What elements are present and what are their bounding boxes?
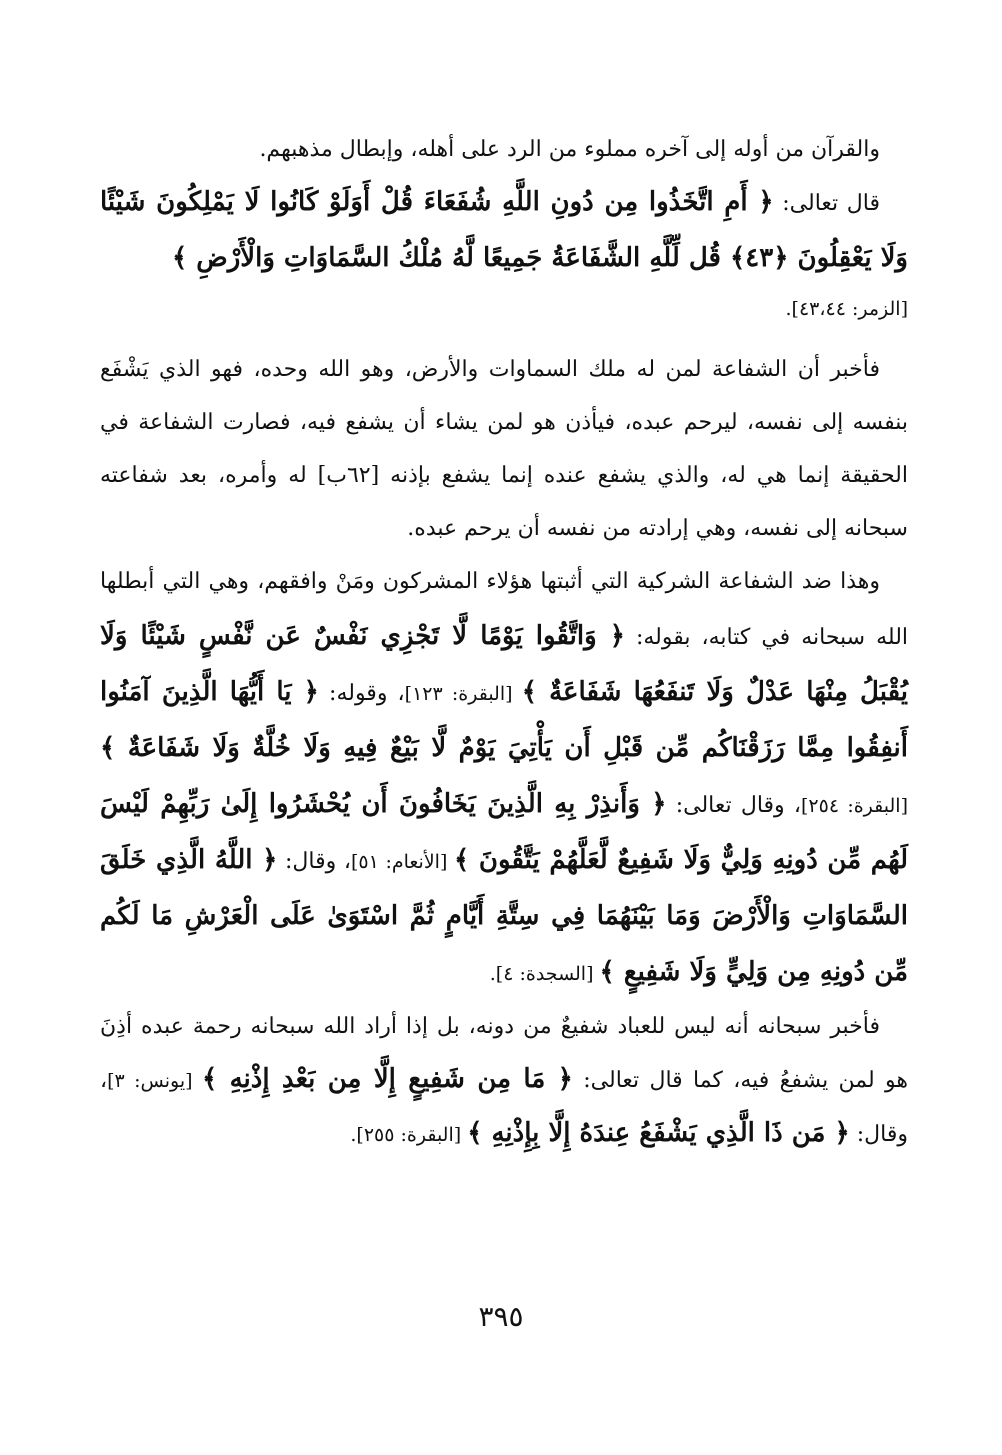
quran-verse-sajdah-4: ﴿ اللَّهُ الَّذِي خَلَقَ السَّمَاوَاتِ وَالْأَرْضَ وَمَا بَيْنَهُمَا فِي سِتَّةِ أَيَّامٍ ثُمَّ اسْتَوَىٰ عَلَى الْعَرْشِ مَا لَكُم مِّن دُونِهِ مِن وَلِيٍّ وَلَا شَفِيعٍ ﴾ (100, 845, 908, 987)
no-intercessor-text-2: ، وقال: (100, 1068, 908, 1147)
shirk-text-1: وهذا ضد الشفاعة الشركية التي أثبتها هؤلاء المشركون ومَنْ وافقهم، وهي التي أبطلها الله سبحانه في كتابه، بقوله: (100, 569, 909, 650)
paragraph-no-intercessor (100, 1001, 908, 1161)
shirk-text-2: ، وقوله: (318, 681, 405, 706)
quran-verse-baqarah-254: ﴿ يَا أَيُّهَا الَّذِينَ آمَنُوا أَنفِقُوا مِمَّا رَزَقْنَاكُم مِّن قَبْلِ أَن يَأْتِيَ يَوْمٌ لَّا بَيْعٌ فِيهِ وَلَا خُلَّةٌ وَلَا شَفَاعَةٌ ﴾ (100, 677, 908, 763)
quran-verse-yunus-3: ﴿ مَا مِن شَفِيعٍ إِلَّا مِن بَعْدِ إِذْنِهِ ﴾ (201, 1064, 573, 1094)
page-body (100, 125, 908, 1161)
shirk-text-3: ، وقال تعالى: (666, 793, 801, 818)
paragraph-zumar (100, 175, 908, 287)
citation-zumar-text: [الزمر: ٤٣،٤٤]. (785, 298, 908, 320)
quran-verse-anam-51: ﴿ وَأَنذِرْ بِهِ الَّذِينَ يَخَافُونَ أَن يُحْشَرُوا إِلَىٰ رَبِّهِمْ لَيْسَ لَهُم مِّن دُونِهِ وَلِيٌّ وَلَا شَفِيعٌ لَّعَلَّهُمْ يَتَّقُونَ ﴾ (100, 789, 909, 875)
shirk-text-4: ، وقال: (277, 849, 351, 874)
citation-zumar (100, 287, 908, 331)
citation-anam-51: [الأنعام: ٥١] (350, 851, 455, 873)
citation-baqarah-123: [البقرة: ١٢٣] (404, 683, 522, 705)
paragraph-intercession-explanation (100, 343, 908, 555)
citation-baqarah-254: [البقرة: ٢٥٤] (801, 795, 908, 817)
quran-verse-baqarah-255: ﴿ مَن ذَا الَّذِي يَشْفَعُ عِندَهُ إِلَّا بِإِذْنِهِ ﴾ (467, 1118, 850, 1148)
quran-verse-zumar: ﴿ أَمِ اتَّخَذُوا مِن دُونِ اللَّهِ شُفَعَاءَ قُلْ أَوَلَوْ كَانُوا لَا يَمْلِكُونَ شَيْئًا وَلَا يَعْقِلُونَ ﴿٤٣﴾ قُل لِّلَّهِ الشَّفَاعَةُ جَمِيعًا لَّهُ مُلْكُ السَّمَاوَاتِ وَالْأَرْضِ ﴾ (100, 187, 908, 273)
paragraph-shirk-intercession (100, 555, 908, 1001)
intro-text: والقرآن من أوله إلى آخره مملوء من الرد على أهله، وإبطال مذهبهم. (259, 137, 880, 162)
citation-sajdah-4: [السجدة: ٤]. (489, 963, 600, 985)
page-number: ٣٩٥ (478, 1300, 524, 1333)
explanation-text: فأخبر أن الشفاعة لمن له ملك السماوات والأرض، وهو الله وحده، فهو الذي يَشْفَع بنفسه إلى نفسه، ليرحم عبده، فيأذن هو لمن يشاء أن يشفع فيه، فصارت الشفاعة في الحقيقة إنما هي له، والذي يشفع عنده إنما يشفع بإذنه [٦٢ب] له وأمره، بعد شفاعته سبحانه إلى نفسه، وهي إرادته من نفسه أن يرحم عبده. (100, 357, 908, 541)
no-intercessor-text-1: فأخبر سبحانه أنه ليس للعباد شفيعٌ من دونه، بل إذا أراد الله سبحانه رحمة عبده أذِنَ هو لمن يشفعُ فيه، كما قال تعالى: (100, 1014, 908, 1093)
citation-yunus-3: [يونس: ٣] (107, 1070, 202, 1092)
citation-baqarah-255: [البقرة: ٢٥٥]. (350, 1124, 468, 1146)
quran-verse-baqarah-123: ﴿ وَاتَّقُوا يَوْمًا لَّا تَجْزِي نَفْسٌ عَن نَّفْسٍ شَيْئًا وَلَا يُقْبَلُ مِنْهَا عَدْلٌ وَلَا تَنفَعُهَا شَفَاعَةٌ ﴾ (100, 621, 908, 707)
zumar-intro-text: قال تعالى: (773, 191, 880, 216)
paragraph-intro (100, 125, 908, 175)
